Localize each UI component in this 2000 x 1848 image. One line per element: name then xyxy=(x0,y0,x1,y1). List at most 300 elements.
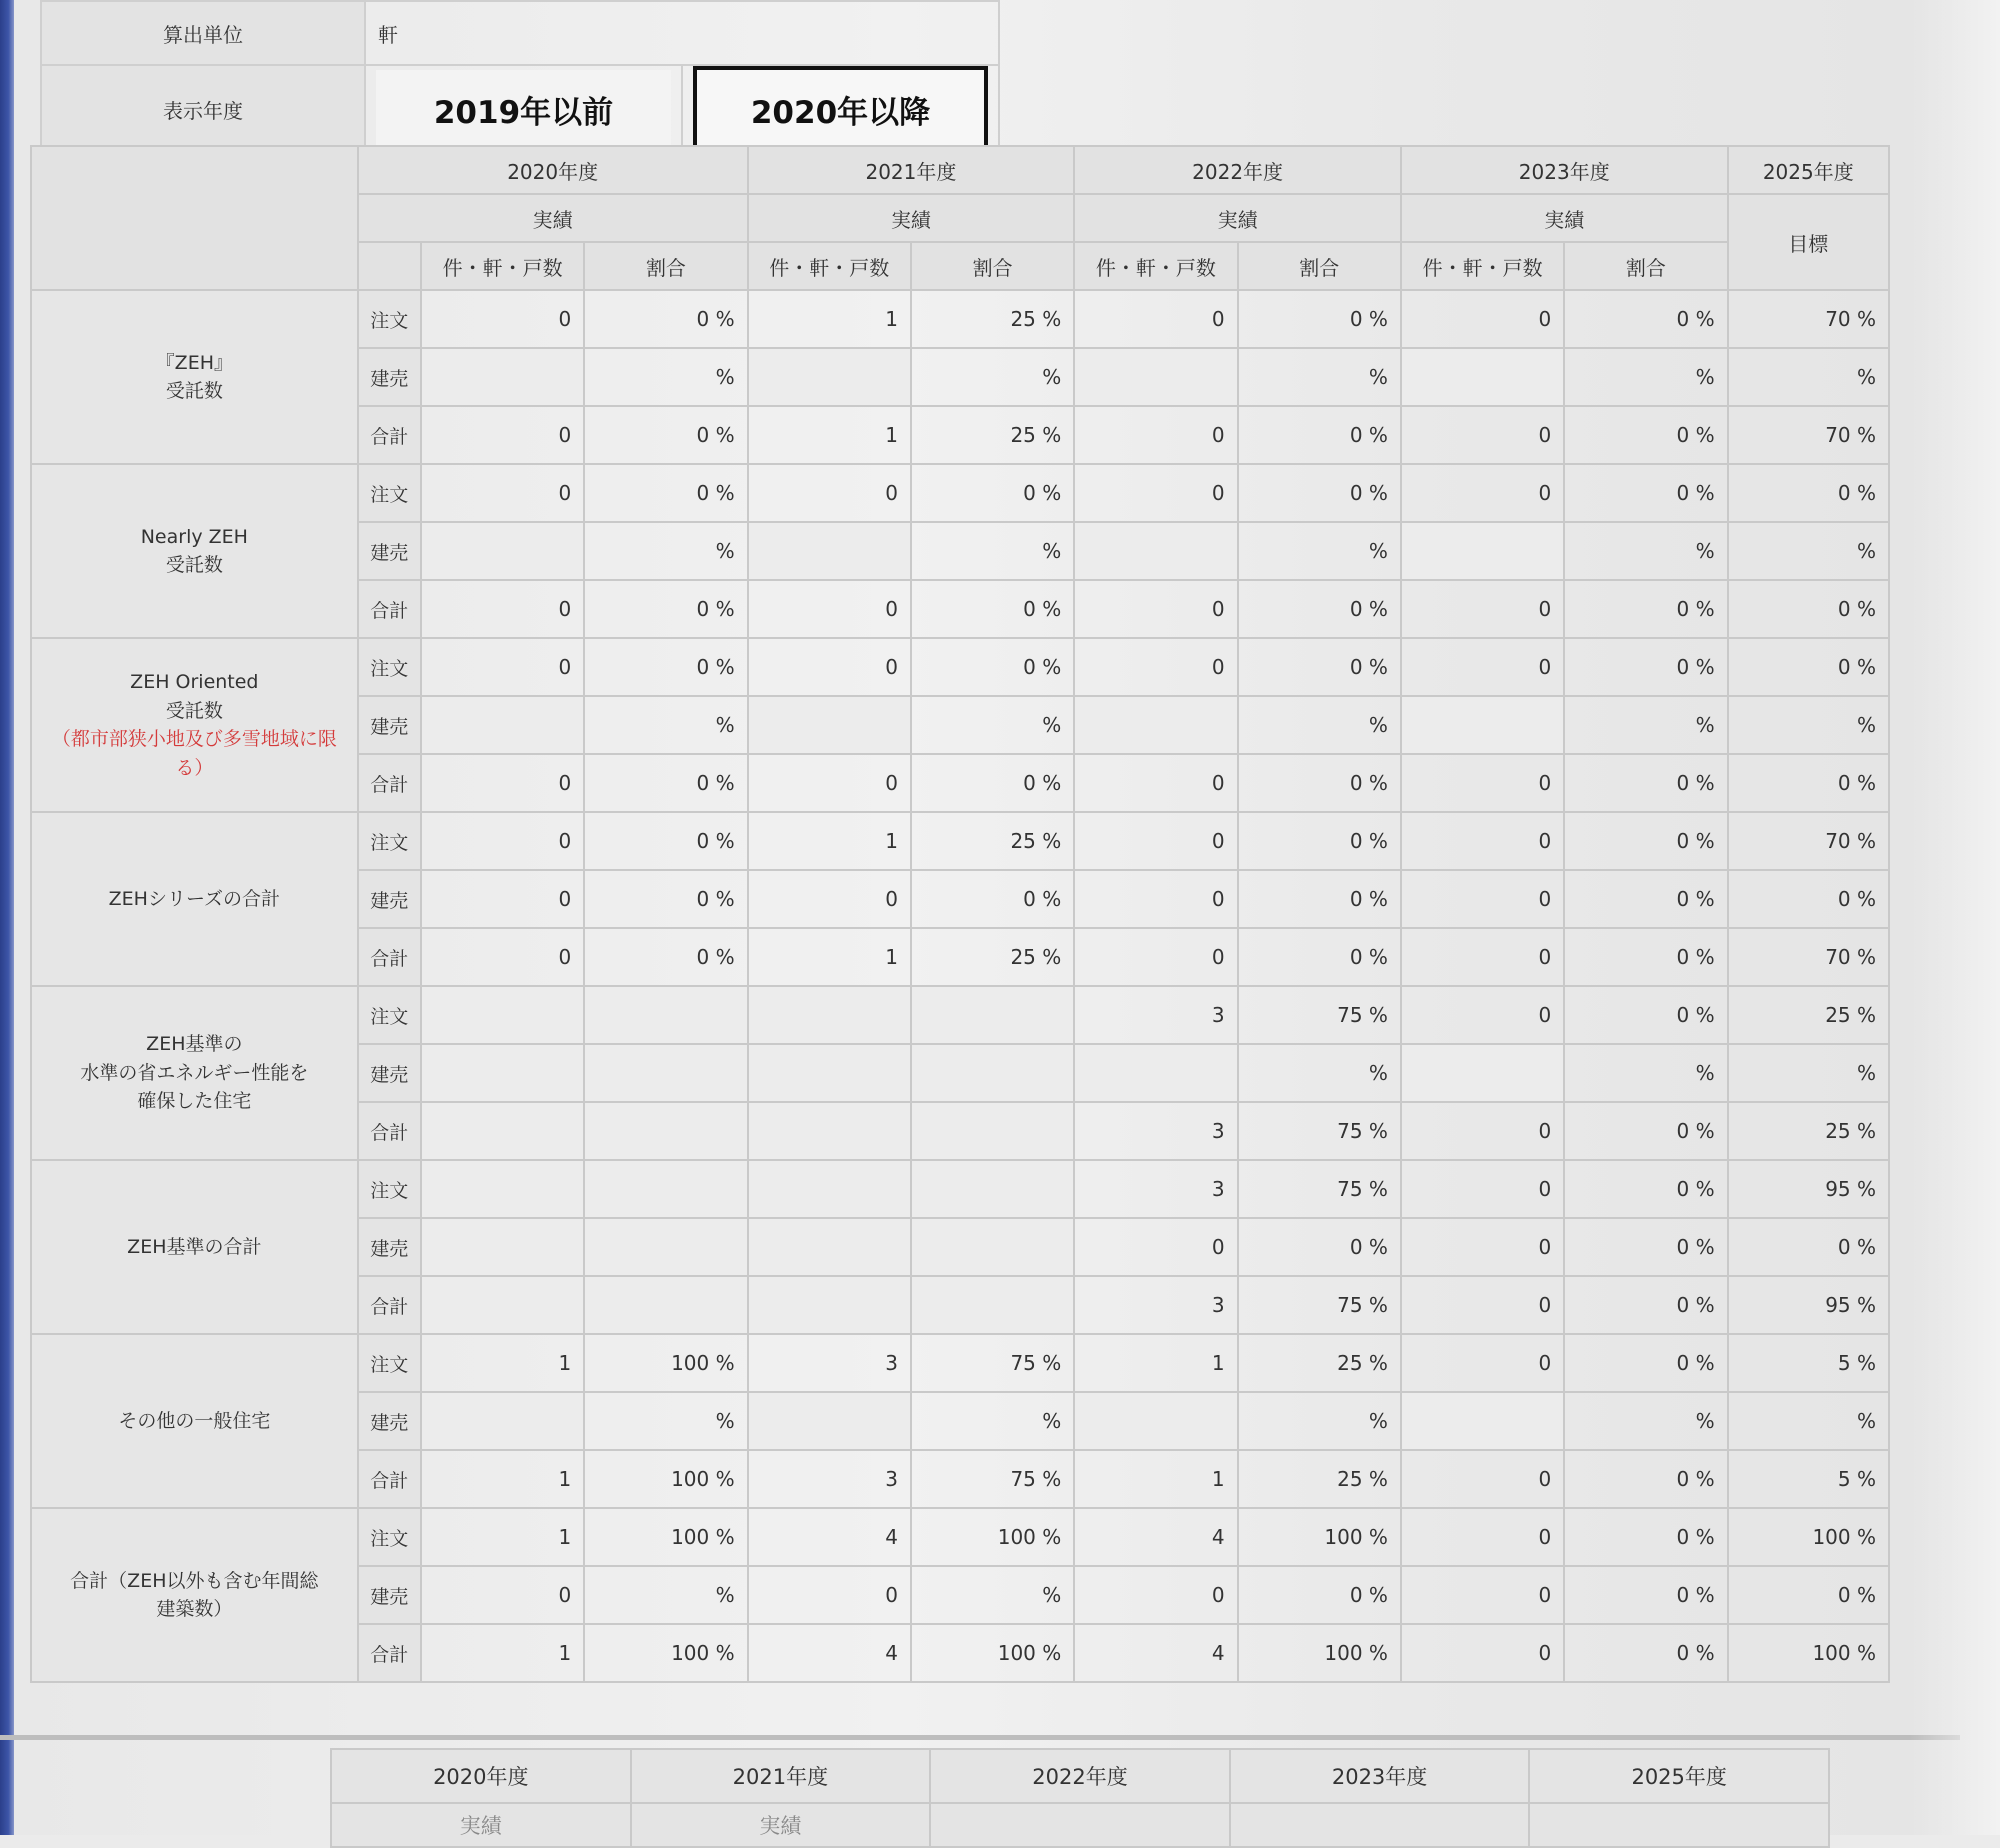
count-cell: 1 xyxy=(748,406,911,464)
next-table-header xyxy=(0,1735,1960,1840)
ratio-cell: 0 % xyxy=(584,290,747,348)
category-label xyxy=(31,1508,358,1682)
count-cell: 0 xyxy=(1074,754,1237,812)
subtype-label: 合計 xyxy=(358,406,421,464)
count-cell: 0 xyxy=(1074,290,1237,348)
year-header-2025: 2025年度 xyxy=(1728,146,1889,194)
ratio-cell: 0 % xyxy=(1238,870,1401,928)
count-cell: 0 xyxy=(421,812,584,870)
ratio-cell xyxy=(584,1276,747,1334)
ratio-cell: 75 % xyxy=(911,1334,1074,1392)
count-cell: 4 xyxy=(1074,1624,1237,1682)
subtype-label: 建売 xyxy=(358,1218,421,1276)
count-cell: 0 xyxy=(1401,1334,1564,1392)
actual-header-2022: 実績 xyxy=(1074,194,1401,242)
subtype-label: 建売 xyxy=(358,1566,421,1624)
count-cell xyxy=(421,1392,584,1450)
subtype-label: 注文 xyxy=(358,638,421,696)
count-cell xyxy=(1074,1044,1237,1102)
ratio-cell: 0 % xyxy=(911,754,1074,812)
unit-value: 軒 xyxy=(365,1,999,65)
target-cell: 70 % xyxy=(1728,812,1889,870)
subtype-label: 建売 xyxy=(358,522,421,580)
ratio-cell: % xyxy=(1564,696,1727,754)
count-cell: 0 xyxy=(1401,406,1564,464)
count-cell xyxy=(748,1160,911,1218)
ratio-cell xyxy=(911,1160,1074,1218)
count-header: 件・軒・戸数 xyxy=(1074,242,1237,290)
ratio-cell: 0 % xyxy=(1564,1624,1727,1682)
ratio-cell: 0 % xyxy=(1564,406,1727,464)
ratio-cell: % xyxy=(1564,1044,1727,1102)
ratio-cell: 0 % xyxy=(1238,928,1401,986)
ratio-cell: 100 % xyxy=(584,1450,747,1508)
ratio-header: 割合 xyxy=(1564,242,1727,290)
count-cell: 0 xyxy=(748,638,911,696)
count-cell: 0 xyxy=(1401,580,1564,638)
ratio-cell: 0 % xyxy=(584,464,747,522)
count-cell: 3 xyxy=(748,1450,911,1508)
subtype-label: 注文 xyxy=(358,1334,421,1392)
count-cell xyxy=(748,1044,911,1102)
ratio-cell: 0 % xyxy=(1564,638,1727,696)
count-cell: 0 xyxy=(1401,638,1564,696)
ratio-cell: 0 % xyxy=(1564,1218,1727,1276)
ratio-cell: % xyxy=(584,1566,747,1624)
ratio-header: 割合 xyxy=(1238,242,1401,290)
ratio-cell: 75 % xyxy=(1238,1102,1401,1160)
ratio-cell: 0 % xyxy=(1238,638,1401,696)
category-label-line: 『ZEH』 xyxy=(155,351,233,374)
ratio-cell xyxy=(584,1160,747,1218)
ratio-cell: % xyxy=(1238,522,1401,580)
subtype-label: 合計 xyxy=(358,1102,421,1160)
subtype-label: 注文 xyxy=(358,812,421,870)
count-cell: 3 xyxy=(748,1334,911,1392)
count-cell xyxy=(1074,348,1237,406)
table-row xyxy=(31,638,1889,696)
unit-label: 算出単位 xyxy=(41,1,365,65)
ratio-cell: 25 % xyxy=(1238,1334,1401,1392)
corner-cell xyxy=(31,146,358,290)
table-row xyxy=(31,986,1889,1044)
count-cell: 1 xyxy=(1074,1334,1237,1392)
target-cell: % xyxy=(1728,348,1889,406)
ratio-cell: 0 % xyxy=(1238,1218,1401,1276)
ratio-cell: 0 % xyxy=(1564,464,1727,522)
ratio-cell: 0 % xyxy=(1564,1508,1727,1566)
ratio-cell: 25 % xyxy=(911,406,1074,464)
bottom-year-2022: 2022年度 xyxy=(930,1749,1230,1803)
ratio-cell: 0 % xyxy=(1564,1450,1727,1508)
count-cell: 3 xyxy=(1074,1102,1237,1160)
ratio-header: 割合 xyxy=(584,242,747,290)
ratio-cell: 0 % xyxy=(1564,290,1727,348)
year-header-2021: 2021年度 xyxy=(748,146,1075,194)
target-header-2025: 目標 xyxy=(1728,194,1889,290)
count-cell xyxy=(748,1392,911,1450)
count-cell xyxy=(421,1102,584,1160)
ratio-cell: 0 % xyxy=(1238,580,1401,638)
count-cell: 0 xyxy=(1074,812,1237,870)
subtype-label: 合計 xyxy=(358,928,421,986)
subtype-label: 注文 xyxy=(358,1160,421,1218)
actual-header-2023: 実績 xyxy=(1401,194,1728,242)
count-cell xyxy=(421,522,584,580)
ratio-cell: 0 % xyxy=(1564,1334,1727,1392)
count-cell: 0 xyxy=(1401,1624,1564,1682)
count-cell: 0 xyxy=(748,580,911,638)
count-cell xyxy=(421,1044,584,1102)
bottom-year-2025: 2025年度 xyxy=(1529,1749,1829,1803)
count-cell: 0 xyxy=(1401,1160,1564,1218)
ratio-cell: 100 % xyxy=(584,1624,747,1682)
category-label-line: その他の一般住宅 xyxy=(118,1409,271,1432)
ratio-cell: 0 % xyxy=(911,464,1074,522)
table-row xyxy=(31,290,1889,348)
ratio-cell xyxy=(911,986,1074,1044)
ratio-cell: 25 % xyxy=(911,928,1074,986)
category-label-line: ZEH Oriented xyxy=(130,671,259,693)
ratio-cell: % xyxy=(584,696,747,754)
target-cell: 0 % xyxy=(1728,464,1889,522)
ratio-cell: % xyxy=(1238,348,1401,406)
count-cell: 0 xyxy=(1074,638,1237,696)
bottom-actual-2022 xyxy=(930,1803,1230,1847)
count-cell: 0 xyxy=(1401,1450,1564,1508)
year-label: 表示年度 xyxy=(41,65,365,153)
target-cell: 25 % xyxy=(1728,986,1889,1044)
subtype-label: 建売 xyxy=(358,1392,421,1450)
category-label xyxy=(31,1160,358,1334)
settings-table xyxy=(40,0,1000,154)
category-label xyxy=(31,1334,358,1508)
ratio-cell: 0 % xyxy=(1238,1566,1401,1624)
count-cell xyxy=(748,348,911,406)
ratio-cell: 25 % xyxy=(911,812,1074,870)
category-label-line: Nearly ZEH xyxy=(140,525,248,548)
count-cell xyxy=(748,522,911,580)
ratio-cell: 0 % xyxy=(1564,1276,1727,1334)
ratio-cell: 0 % xyxy=(1564,986,1727,1044)
count-cell: 0 xyxy=(1401,1276,1564,1334)
ratio-cell: % xyxy=(584,348,747,406)
zeh-results-table xyxy=(30,145,1890,1683)
target-cell: 70 % xyxy=(1728,928,1889,986)
count-cell xyxy=(748,1276,911,1334)
table-row xyxy=(31,812,1889,870)
count-cell: 0 xyxy=(1401,1508,1564,1566)
count-cell: 0 xyxy=(421,580,584,638)
ratio-cell xyxy=(911,1044,1074,1102)
ratio-cell: % xyxy=(1238,1392,1401,1450)
year-button-2019-and-before[interactable]: 2019年以前 xyxy=(376,70,671,148)
ratio-cell: 0 % xyxy=(584,754,747,812)
ratio-cell: 100 % xyxy=(1238,1508,1401,1566)
ratio-cell: 0 % xyxy=(1564,1102,1727,1160)
count-cell: 4 xyxy=(748,1508,911,1566)
count-cell xyxy=(421,1218,584,1276)
table-row xyxy=(31,1334,1889,1392)
ratio-cell: 0 % xyxy=(1564,870,1727,928)
count-cell: 1 xyxy=(421,1450,584,1508)
ratio-cell: 25 % xyxy=(911,290,1074,348)
subtype-label: 建売 xyxy=(358,870,421,928)
count-cell: 0 xyxy=(421,638,584,696)
target-cell: 100 % xyxy=(1728,1508,1889,1566)
target-cell: % xyxy=(1728,1044,1889,1102)
ratio-cell: 100 % xyxy=(584,1508,747,1566)
count-cell xyxy=(1074,696,1237,754)
count-cell: 0 xyxy=(1074,870,1237,928)
count-cell: 1 xyxy=(421,1334,584,1392)
ratio-cell: % xyxy=(911,696,1074,754)
count-cell: 0 xyxy=(1401,464,1564,522)
count-cell: 0 xyxy=(421,406,584,464)
bottom-actual-2025 xyxy=(1529,1803,1829,1847)
ratio-cell: 0 % xyxy=(1564,928,1727,986)
count-cell xyxy=(1074,522,1237,580)
ratio-cell: 0 % xyxy=(1238,812,1401,870)
ratio-cell: % xyxy=(1564,348,1727,406)
count-cell xyxy=(1401,348,1564,406)
subtype-label: 注文 xyxy=(358,290,421,348)
ratio-cell: % xyxy=(911,522,1074,580)
count-cell xyxy=(748,696,911,754)
count-cell: 1 xyxy=(748,812,911,870)
ratio-cell: % xyxy=(584,1392,747,1450)
ratio-cell xyxy=(911,1218,1074,1276)
ratio-cell: 0 % xyxy=(911,580,1074,638)
table-row xyxy=(31,1508,1889,1566)
ratio-cell: 100 % xyxy=(911,1508,1074,1566)
target-cell: 70 % xyxy=(1728,290,1889,348)
target-cell: 0 % xyxy=(1728,638,1889,696)
category-label-line: 確保した住宅 xyxy=(137,1090,252,1113)
count-cell: 3 xyxy=(1074,1160,1237,1218)
ratio-cell: 0 % xyxy=(911,638,1074,696)
ratio-cell: 75 % xyxy=(1238,1276,1401,1334)
ratio-cell: 0 % xyxy=(1564,580,1727,638)
count-cell: 0 xyxy=(421,290,584,348)
count-cell: 0 xyxy=(1074,1566,1237,1624)
subtype-header-spacer xyxy=(358,242,421,290)
count-cell: 0 xyxy=(748,754,911,812)
ratio-cell: 0 % xyxy=(1564,1160,1727,1218)
target-cell: 0 % xyxy=(1728,580,1889,638)
count-cell xyxy=(421,1276,584,1334)
ratio-cell: 0 % xyxy=(1238,290,1401,348)
ratio-cell: % xyxy=(1238,696,1401,754)
count-cell: 0 xyxy=(1074,928,1237,986)
count-cell: 0 xyxy=(1401,1218,1564,1276)
count-cell: 0 xyxy=(1074,1218,1237,1276)
right-edge-shade xyxy=(1910,0,2000,1835)
target-cell: 0 % xyxy=(1728,1218,1889,1276)
count-cell: 0 xyxy=(1401,754,1564,812)
ratio-cell: % xyxy=(911,1566,1074,1624)
count-cell: 0 xyxy=(1401,812,1564,870)
count-cell: 0 xyxy=(1401,870,1564,928)
ratio-cell: 0 % xyxy=(584,812,747,870)
ratio-cell: 0 % xyxy=(911,870,1074,928)
ratio-cell: 0 % xyxy=(1238,754,1401,812)
count-cell: 0 xyxy=(1074,580,1237,638)
ratio-cell: % xyxy=(1238,1044,1401,1102)
count-cell: 1 xyxy=(748,290,911,348)
ratio-cell: % xyxy=(1564,1392,1727,1450)
count-cell xyxy=(1401,522,1564,580)
count-cell: 4 xyxy=(1074,1508,1237,1566)
category-label xyxy=(31,638,358,812)
target-cell: 5 % xyxy=(1728,1334,1889,1392)
category-label-line: 水準の省エネルギー性能を xyxy=(80,1061,309,1084)
count-cell: 0 xyxy=(748,870,911,928)
bottom-year-2021: 2021年度 xyxy=(631,1749,931,1803)
ratio-cell: 100 % xyxy=(1238,1624,1401,1682)
count-cell xyxy=(748,1218,911,1276)
count-cell xyxy=(1401,1044,1564,1102)
target-cell: 95 % xyxy=(1728,1160,1889,1218)
table-row xyxy=(31,1160,1889,1218)
subtype-label: 建売 xyxy=(358,348,421,406)
subtype-label: 合計 xyxy=(358,754,421,812)
ratio-cell: 100 % xyxy=(911,1624,1074,1682)
ratio-cell: % xyxy=(911,348,1074,406)
year-header-2020: 2020年度 xyxy=(358,146,748,194)
ratio-cell: 75 % xyxy=(1238,986,1401,1044)
category-note: （都市部狭小地及び多雪地域に限る） xyxy=(51,728,337,779)
ratio-cell xyxy=(584,1102,747,1160)
count-cell: 0 xyxy=(1401,290,1564,348)
target-cell: 0 % xyxy=(1728,1566,1889,1624)
count-cell: 1 xyxy=(421,1624,584,1682)
ratio-cell: 0 % xyxy=(1238,464,1401,522)
count-cell: 3 xyxy=(1074,1276,1237,1334)
count-cell xyxy=(748,986,911,1044)
year-header-2022: 2022年度 xyxy=(1074,146,1401,194)
ratio-cell: 0 % xyxy=(1238,406,1401,464)
bottom-year-2023: 2023年度 xyxy=(1230,1749,1530,1803)
category-label-line: 建築数） xyxy=(156,1598,233,1620)
actual-header-2021: 実績 xyxy=(748,194,1075,242)
target-cell: % xyxy=(1728,522,1889,580)
target-cell: 95 % xyxy=(1728,1276,1889,1334)
ratio-cell: 75 % xyxy=(1238,1160,1401,1218)
target-cell: 70 % xyxy=(1728,406,1889,464)
subtype-label: 合計 xyxy=(358,580,421,638)
target-cell: 100 % xyxy=(1728,1624,1889,1682)
count-cell: 1 xyxy=(748,928,911,986)
target-cell: 5 % xyxy=(1728,1450,1889,1508)
bottom-actual-2023 xyxy=(1230,1803,1530,1847)
window-edge xyxy=(0,0,14,1835)
count-cell: 0 xyxy=(748,464,911,522)
subtype-label: 注文 xyxy=(358,986,421,1044)
ratio-cell: 100 % xyxy=(584,1334,747,1392)
ratio-cell: % xyxy=(584,522,747,580)
ratio-cell: 0 % xyxy=(1564,812,1727,870)
table-row xyxy=(31,464,1889,522)
target-cell: 0 % xyxy=(1728,754,1889,812)
count-header: 件・軒・戸数 xyxy=(748,242,911,290)
count-cell: 0 xyxy=(421,754,584,812)
category-label-line: 合計（ZEH以外も含む年間総 xyxy=(70,1569,319,1592)
count-header: 件・軒・戸数 xyxy=(421,242,584,290)
subtype-label: 注文 xyxy=(358,1508,421,1566)
ratio-cell: 75 % xyxy=(911,1450,1074,1508)
subtype-label: 合計 xyxy=(358,1450,421,1508)
count-cell: 0 xyxy=(421,464,584,522)
count-cell xyxy=(421,1160,584,1218)
target-cell: 0 % xyxy=(1728,870,1889,928)
category-label-line: ZEH基準の合計 xyxy=(127,1235,262,1258)
subtype-label: 建売 xyxy=(358,696,421,754)
count-cell: 0 xyxy=(1074,406,1237,464)
count-cell xyxy=(748,1102,911,1160)
count-cell xyxy=(1401,1392,1564,1450)
count-cell: 0 xyxy=(1401,1566,1564,1624)
category-label-line: 受託数 xyxy=(165,699,223,722)
count-cell: 0 xyxy=(1401,1102,1564,1160)
ratio-cell xyxy=(911,1276,1074,1334)
category-label-line: ZEHシリーズの合計 xyxy=(108,887,281,910)
category-label-line: 受託数 xyxy=(165,554,223,576)
count-cell: 0 xyxy=(1401,986,1564,1044)
category-label xyxy=(31,812,358,986)
count-cell: 0 xyxy=(1074,464,1237,522)
subtype-label: 合計 xyxy=(358,1624,421,1682)
count-cell: 0 xyxy=(421,928,584,986)
ratio-cell: 0 % xyxy=(584,638,747,696)
target-cell: % xyxy=(1728,696,1889,754)
count-cell: 1 xyxy=(421,1508,584,1566)
bottom-actual-2020: 実績 xyxy=(331,1803,631,1847)
ratio-cell: 0 % xyxy=(584,870,747,928)
subtype-label: 注文 xyxy=(358,464,421,522)
ratio-cell: 0 % xyxy=(584,406,747,464)
target-cell: 25 % xyxy=(1728,1102,1889,1160)
ratio-cell: 0 % xyxy=(1564,754,1727,812)
ratio-cell xyxy=(584,986,747,1044)
ratio-cell: 0 % xyxy=(584,928,747,986)
category-label xyxy=(31,464,358,638)
bottom-actual-2021: 実績 xyxy=(631,1803,931,1847)
category-label xyxy=(31,290,358,464)
count-cell xyxy=(1401,696,1564,754)
ratio-cell xyxy=(584,1218,747,1276)
subtype-label: 建売 xyxy=(358,1044,421,1102)
count-header: 件・軒・戸数 xyxy=(1401,242,1564,290)
year-button-2020-and-after[interactable]: 2020年以降 xyxy=(693,66,988,152)
ratio-cell xyxy=(911,1102,1074,1160)
category-label-line: ZEH基準の xyxy=(146,1033,243,1056)
count-cell xyxy=(421,696,584,754)
ratio-cell: % xyxy=(1564,522,1727,580)
ratio-cell: 0 % xyxy=(1564,1566,1727,1624)
target-cell: % xyxy=(1728,1392,1889,1450)
count-cell: 0 xyxy=(421,870,584,928)
count-cell xyxy=(1074,1392,1237,1450)
count-cell: 4 xyxy=(748,1624,911,1682)
year-header-2023: 2023年度 xyxy=(1401,146,1728,194)
count-cell: 3 xyxy=(1074,986,1237,1044)
ratio-cell: 25 % xyxy=(1238,1450,1401,1508)
bottom-year-2020: 2020年度 xyxy=(331,1749,631,1803)
count-cell: 1 xyxy=(1074,1450,1237,1508)
actual-header-2020: 実績 xyxy=(358,194,748,242)
ratio-cell: 0 % xyxy=(584,580,747,638)
